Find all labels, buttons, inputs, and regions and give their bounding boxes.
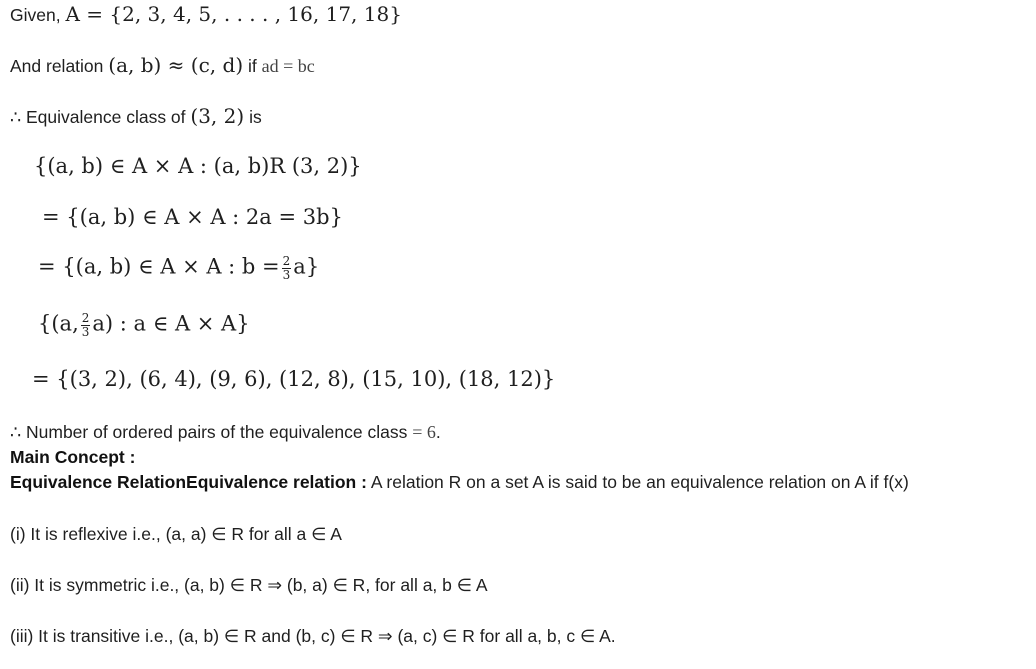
number-of-pairs-value: = 6	[412, 422, 436, 442]
relation-line	[10, 55, 315, 76]
fraction-two-thirds	[282, 255, 292, 281]
step-4	[38, 312, 250, 338]
property-symmetric: (ii) It is symmetric i.e., (a, b) ∈ R ⇒ (b, a) ∈ R, for all a, b ∈ A	[10, 575, 488, 595]
relation-condition: ad = bc	[261, 56, 315, 76]
equivalence-class-prefix: ∴ Equivalence class of	[10, 107, 186, 127]
fraction-numerator-2: 2	[81, 311, 90, 325]
given-prefix: Given,	[10, 5, 61, 25]
main-concept-label: Main Concept :	[10, 447, 136, 467]
number-of-pairs-text: ∴ Number of ordered pairs of the equivalence class	[10, 422, 408, 442]
step-4-right: a) : a ∈ A × A}	[92, 311, 250, 336]
given-set-math: A = {2, 3, 4, 5, . . . . , 16, 17, 18}	[65, 2, 402, 26]
step-3	[38, 255, 319, 281]
equivalence-class-line	[10, 106, 262, 127]
definition-text: A relation R on a set A is said to be an equivalence relation on A if f(x)	[370, 472, 909, 492]
step-3-left: = {(a, b) ∈ A × A : b =	[38, 254, 280, 279]
fraction-two-thirds-2	[81, 312, 91, 338]
fraction-numerator: 2	[282, 254, 291, 268]
definition-title: Equivalence RelationEquivalence relation :	[10, 472, 367, 492]
relation-prefix: And relation	[10, 56, 104, 76]
definition-line	[10, 474, 909, 492]
relation-if: if	[248, 56, 257, 76]
main-concept-heading	[10, 449, 135, 467]
step-1: {(a, b) ∈ A × A : (a, b)R (3, 2)}	[34, 154, 362, 178]
step-4-left: {(a,	[38, 311, 79, 336]
equivalence-class-math: (3, 2)	[190, 104, 245, 128]
number-of-pairs-end: .	[435, 422, 441, 442]
relation-math: (a, b) ≈ (c, d)	[108, 53, 244, 77]
step-5: = {(3, 2), (6, 4), (9, 6), (12, 8), (15, 10), (18, 12)}	[32, 367, 556, 391]
fraction-denominator-2: 3	[81, 324, 90, 339]
given-line	[10, 4, 402, 25]
property-transitive: (iii) It is transitive i.e., (a, b) ∈ R and (b, c) ∈ R ⇒ (a, c) ∈ R for all a, b, c ∈ A.	[10, 626, 616, 646]
step-2: = {(a, b) ∈ A × A : 2a = 3b}	[42, 205, 343, 229]
number-of-pairs-line	[10, 423, 441, 442]
fraction-denominator: 3	[282, 267, 291, 282]
property-reflexive: (i) It is reflexive i.e., (a, a) ∈ R for all a ∈ A	[10, 524, 342, 544]
step-3-right: a}	[293, 254, 320, 279]
equivalence-class-suffix: is	[249, 107, 262, 127]
